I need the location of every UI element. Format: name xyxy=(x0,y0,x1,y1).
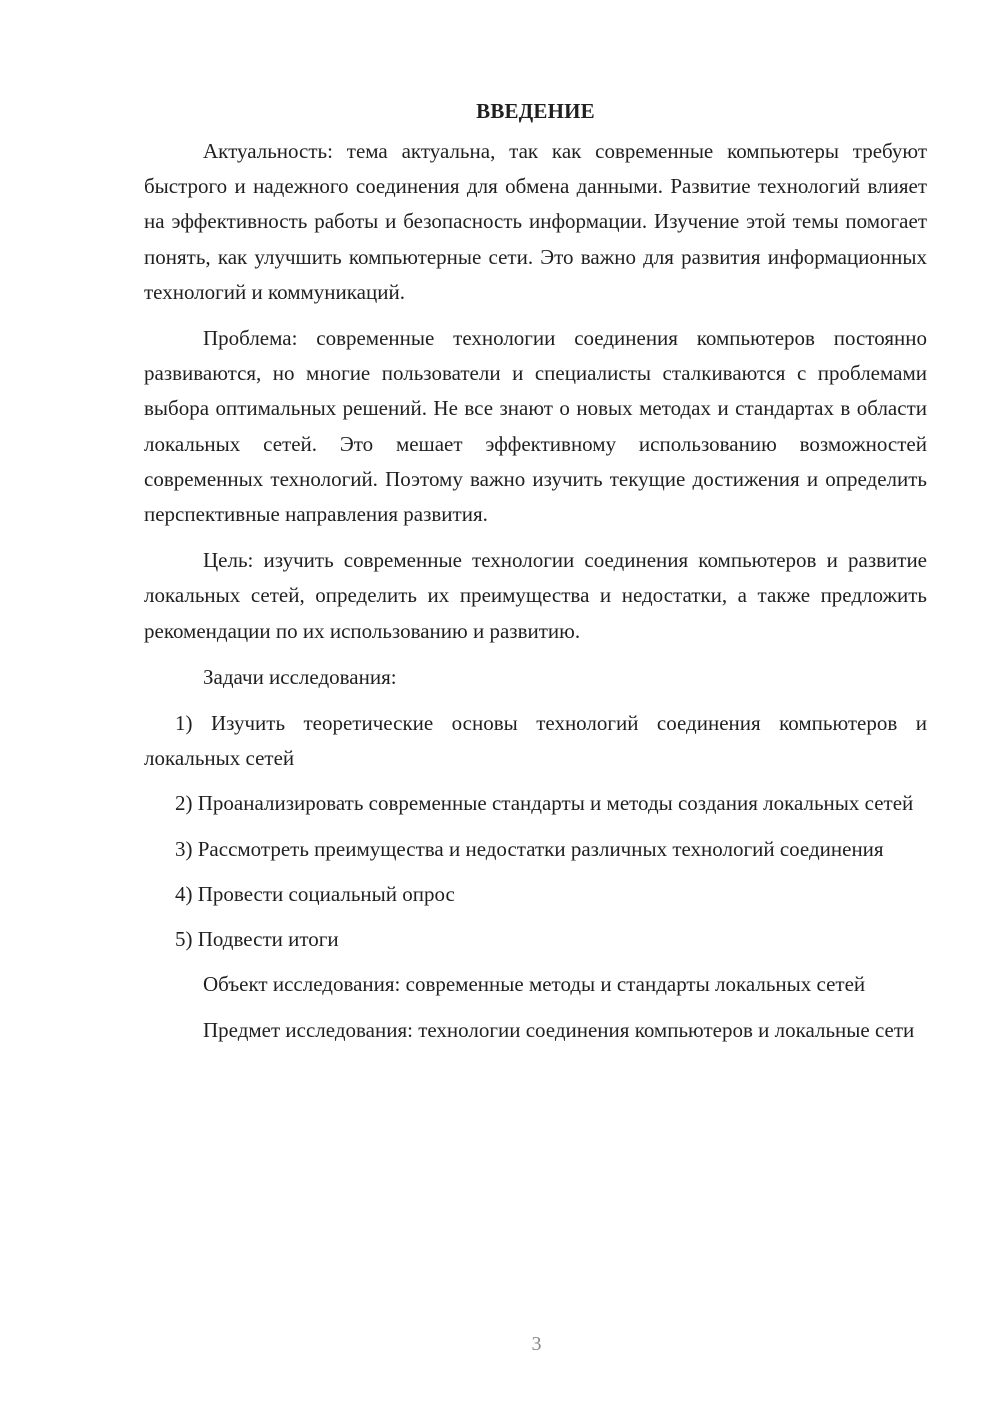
page-content xyxy=(144,96,927,1060)
task-item-4: 4) Провести социальный опрос xyxy=(175,881,455,906)
paragraph-goal: Цель: изучить современные технологии соединения компьютеров и развитие локальных сетей, определить их преимущества и недостатки, а также предложить рекомендации по их использованию и развитию. xyxy=(144,548,927,643)
task-item-3: 3) Рассмотреть преимущества и недостатки различных технологий соединения xyxy=(175,836,884,861)
task-item-1: 1) Изучить теоретические основы технологий соединения компьютеров и локальных сетей xyxy=(144,711,927,771)
page-title: ВВЕДЕНИЕ xyxy=(476,99,595,123)
paragraph-relevance: Актуальность: тема актуальна, так как современные компьютеры требуют быстрого и надежного соединения для обмена данными. Развитие технологий влияет на эффективность работы и безопасность информации. Изучение этой темы помогает понять, как улучшить компьютерные сети. Это важно для развития информационных технологий и коммуникаций. xyxy=(144,139,927,304)
paragraph-problem: Проблема: современные технологии соединения компьютеров постоянно развиваются, но многие пользователи и специалисты сталкиваются с проблемами выбора оптимальных решений. Не все знают о новых методах и стандартах в области локальных сетей. Это мешает эффективному использованию возможностей современных технологий. Поэтому важно изучить текущие достижения и определить перспективные направления развития. xyxy=(144,326,927,527)
paragraph-subject: Предмет исследования: технологии соединения компьютеров и локальные сети xyxy=(203,1018,915,1043)
page-number: 3 xyxy=(531,1333,542,1355)
task-item-5: 5) Подвести итоги xyxy=(175,927,339,952)
task-item-2: 2) Проанализировать современные стандарты и методы создания локальных сетей xyxy=(175,791,914,816)
paragraph-object: Объект исследования: современные методы и стандарты локальных сетей xyxy=(203,972,866,997)
tasks-heading: Задачи исследования: xyxy=(203,664,397,689)
